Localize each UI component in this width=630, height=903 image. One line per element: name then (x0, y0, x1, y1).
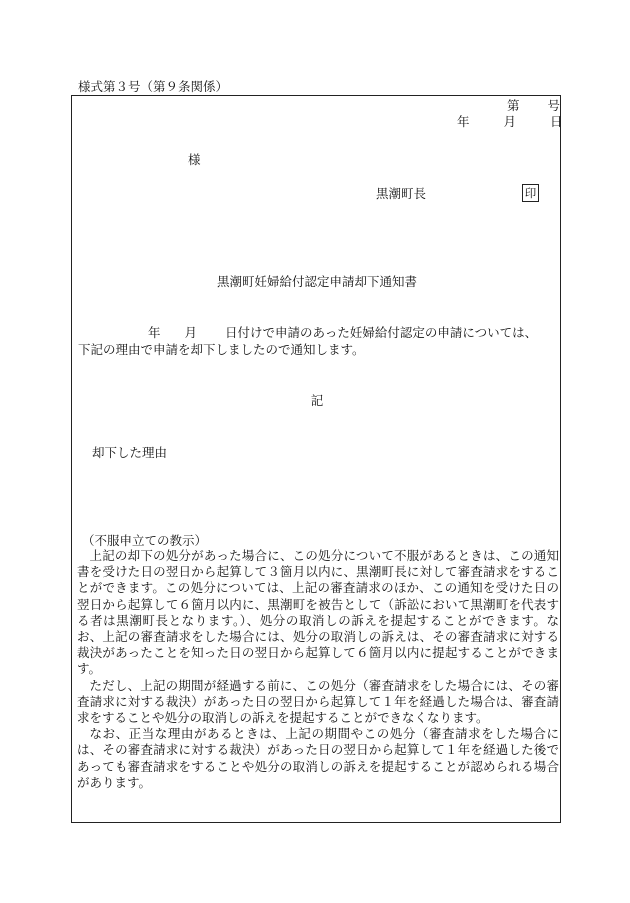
date-year: 年 (457, 114, 470, 129)
number-go: 号 (547, 98, 561, 113)
reason-label: 却下した理由 (92, 445, 168, 460)
addressee: 様 (188, 152, 201, 167)
seal-mark: 印 (522, 184, 539, 202)
appeal-instructions (77, 548, 559, 791)
form-label: 様式第３号（第９条関係） (78, 79, 229, 94)
intro-month: 月 (184, 325, 198, 340)
intro-line2: 下記の理由で申請を却下しましたので通知します。 (78, 342, 365, 357)
appeal-heading: （不服申立ての教示） (82, 533, 208, 548)
date-month: 月 (503, 114, 517, 129)
intro-year: 年 (148, 325, 161, 340)
document-number (507, 98, 560, 114)
issue-date (457, 114, 563, 130)
intro-text (78, 324, 558, 358)
document-title: 黒潮町妊婦給付認定申請却下通知書 (216, 274, 417, 289)
appeal-paragraph: なお、正当な理由があるときは、上記の期間やこの処分（審査請求をした場合には、その審査請求に対する裁決）があった日の翌日から起算して１年を経過した後であっても審査請求をすることや処分の取消しの訴えを提起することが認められる場合があります。 (77, 726, 559, 790)
ki-marker: 記 (310, 393, 324, 408)
sender-name: 黒潮町長 (376, 186, 427, 201)
intro-line1: 日付けで申請のあった妊婦給付認定の申請については、 (225, 325, 538, 340)
date-day: 日 (550, 114, 563, 129)
number-dai: 第 (507, 98, 520, 113)
appeal-paragraph: ただし、上記の期間が経過する前に、この処分（審査請求をした場合には、その審査請求に対する裁決）があった日の翌日から起算して１年を経過した場合は、審査請求をすることや処分の取消しの訴えを提起することができなくなります。 (77, 677, 559, 726)
notice-frame (71, 95, 561, 823)
appeal-paragraph: 上記の却下の処分があった場合に、この処分について不服があるときは、この通知書を受けた日の翌日から起算して３箇月以内に、黒潮町長に対して審査請求をすることができます。この処分については、上記の審査請求のほか、この通知を受けた日の翌日から起算して６箇月以内に、黒潮町を被告として（訴訟において黒潮町を代表する者は黒潮町長となります。）、処分の取消しの訴えを提起することができます。なお、上記の審査請求をした場合には、処分の取消しの訴えは、その審査請求に対する裁決があったことを知った日の翌日から起算して６箇月以内に提起することができます。 (77, 548, 559, 677)
